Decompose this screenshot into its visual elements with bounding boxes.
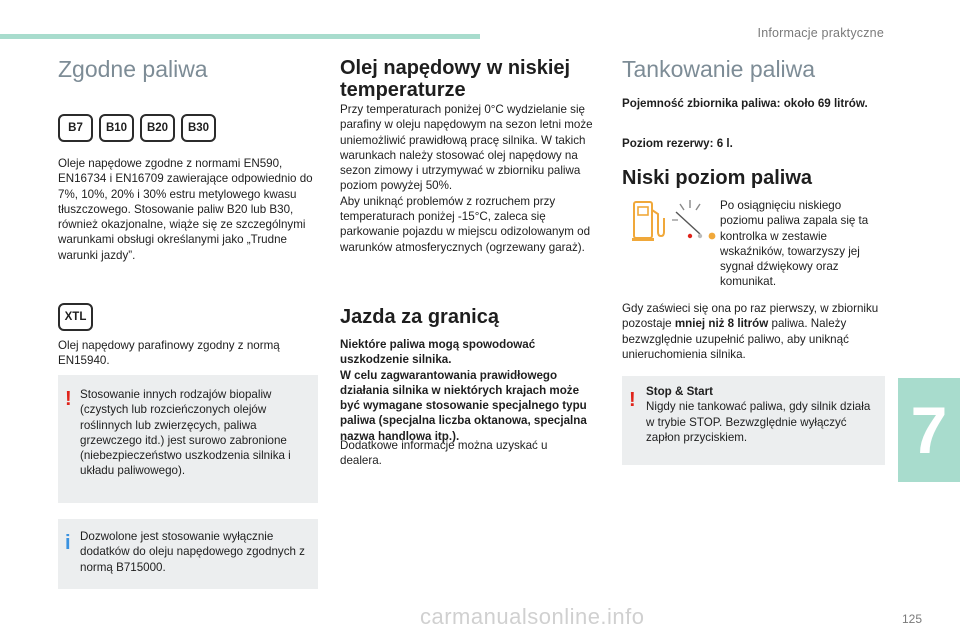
page-number: 125 — [901, 612, 922, 626]
watermark: carmanualsonline.info — [420, 604, 645, 629]
info-box-additives — [58, 519, 318, 589]
header-accent-bar — [0, 34, 480, 39]
paragraph-abroad-dealer: Dodatkowe informacje można uzyskać u dealera. — [340, 439, 548, 468]
section-title-low-temperature: Olej napędowy w niskiej temperaturze — [340, 57, 571, 101]
section-title-refuelling: Tankowanie paliwa — [622, 56, 816, 82]
stop-start-text — [646, 384, 875, 445]
tank-capacity: Pojemność zbiornika paliwa: około 69 litrów. — [622, 97, 868, 110]
running-head: Informacje praktyczne — [757, 26, 884, 40]
paragraph-low-temperature: Przy temperaturach poniżej 0°C wydzielanie się parafiny w oleju napędowym na sezon letni może uniemożliwić prawidłową pracę silnika. W takich warunkach należy stosować olej napędowy na sezon zimowy i utrzymywać w zbiorniku paliwa poziom powyżej 50%. Aby uniknąć problemów z rozruchem przy temperaturach poniżej -15°C, zaleca się parkowanie pojazdu w miejscu odizolowanym od warunków atmosferycznych (ogrzewany garaż). — [340, 103, 593, 254]
stop-start-title: Stop & Start — [646, 385, 713, 398]
section-title-compatible-fuels: Zgodne paliwa — [58, 56, 208, 82]
badge-b10: B10 — [99, 114, 134, 142]
warning-icon: ! — [65, 388, 72, 410]
fuel-badges — [58, 114, 216, 142]
badge-xtl: XTL — [58, 303, 93, 331]
section-title-driving-abroad: Jazda za granicą — [340, 306, 499, 328]
first-lighting-text-c: paliwa. Należy bezwzględnie uzupełnić paliwo, aby uniknąć unieruchomienia silnika. — [622, 317, 849, 361]
chapter-tab: 7 — [898, 378, 960, 482]
low-fuel-warning-icon — [632, 198, 724, 248]
paragraph-low-fuel-indicator: Po osiągnięciu niskiego poziomu paliwa zapala się ta kontrolka w zestawie wskaźników, towarzyszy jej sygnał dźwiękowy oraz komunikat. — [720, 199, 869, 289]
paragraph-diesel-standards: Oleje napędowe zgodne z normami EN590, EN16734 i EN16709 zawierające odpowiednio do 7%, 10%, 20% i 30% estru metylowego kwasu tłuszczowego. Stosowanie paliw B20 lub B30, również okazjonalne, wiąże się ze szczególnymi warunkami obsługi określanymi jako „Trudne warunki jazdy”. — [58, 157, 313, 262]
section-title-low-fuel: Niski poziom paliwa — [622, 167, 813, 189]
badge-b20: B20 — [140, 114, 175, 142]
warning-icon: ! — [629, 389, 636, 411]
stop-start-body: Nigdy nie tankować paliwa, gdy silnik działa w trybie STOP. Bezwzględnie wyłączyć zapłon przyciskiem. — [646, 400, 871, 444]
first-lighting-text-bold: mniej niż 8 litrów — [674, 317, 769, 331]
warning-box-stop-start — [622, 376, 885, 465]
badge-b7: B7 — [58, 114, 93, 142]
paragraph-paraffinic-diesel: Olej napędowy parafinowy zgodny z normą EN15940. — [58, 339, 280, 368]
warning-text-biofuels: Stosowanie innych rodzajów biopaliw (czystych lub rozcieńczonych olejów roślinnych lub zwierzęcych, paliwa grzewczego itd.) jest surowo zabronione (niebezpieczeństwo uszkodzenia silnika i układu paliwowego). — [80, 388, 291, 478]
fuel-pump-icon — [632, 198, 724, 248]
info-icon: i — [65, 532, 71, 554]
paragraph-abroad-bold: Niektóre paliwa mogą spowodować uszkodzenie silnika. W celu zagwarantowania prawidłowego działania silnika w niektórych krajach może być wymagane stosowanie specjalnego typu paliwa (specjalna liczba oktanowa, specjalna nazwa handlowa itp.). — [340, 338, 587, 443]
reserve-level: Poziom rezerwy: 6 l. — [622, 137, 733, 150]
badge-b30: B30 — [181, 114, 216, 142]
paragraph-first-lighting — [622, 301, 884, 362]
warning-box-biofuels — [58, 375, 318, 503]
first-lighting-text-a: Gdy zaświeci się ona po raz pierwszy, w zbiorniku pozostaje — [622, 302, 879, 331]
info-text-additives: Dozwolone jest stosowanie wyłącznie dodatków do oleju napędowego zgodnych z normą B715000. — [80, 530, 305, 574]
